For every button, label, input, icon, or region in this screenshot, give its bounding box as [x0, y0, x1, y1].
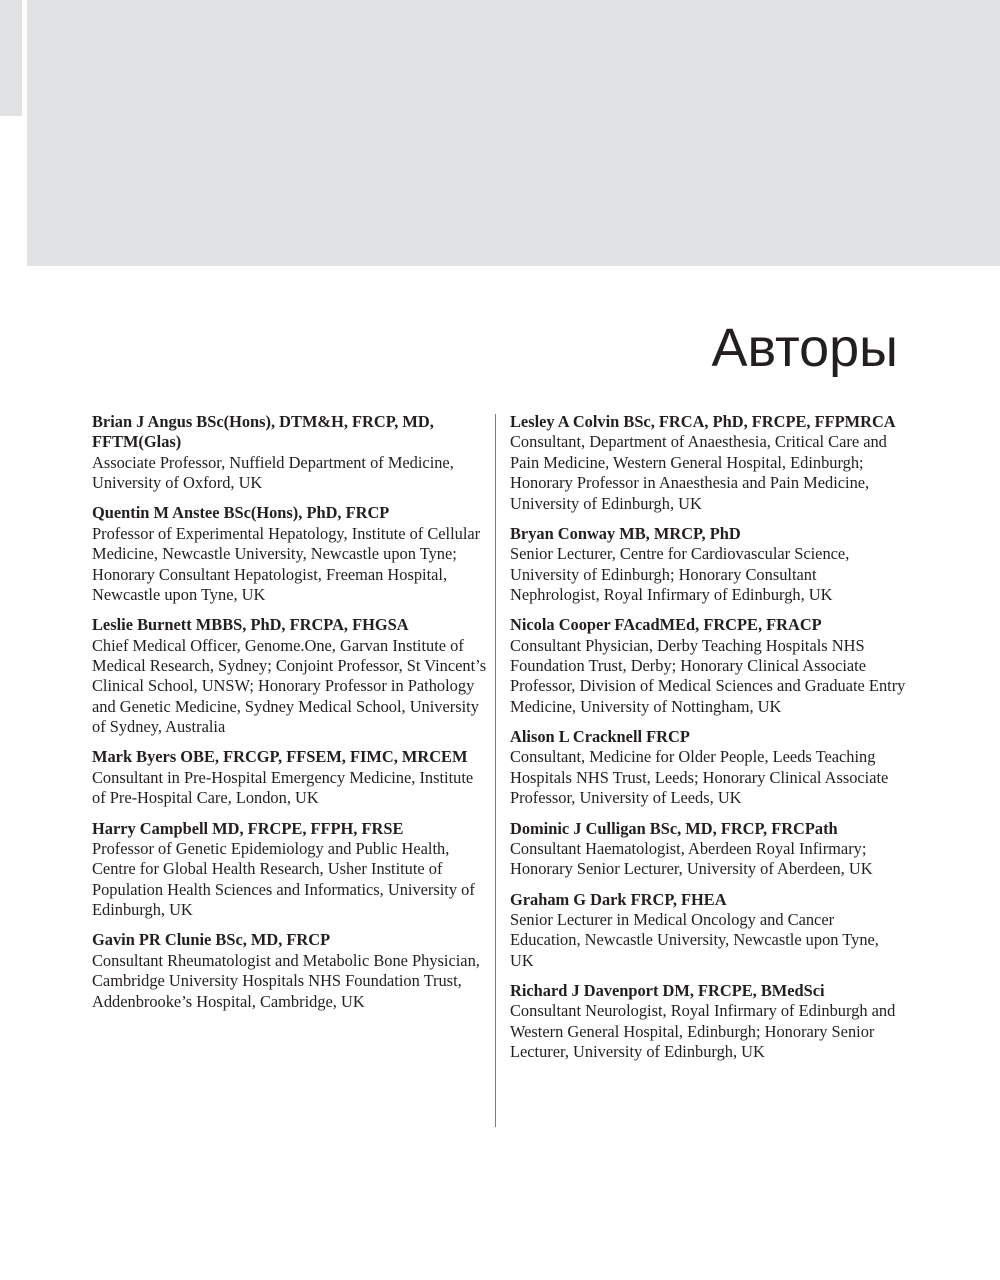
author-affiliation: Consultant, Department of Anaesthesia, Critical Care and Pain Medicine, Western General Hospital, Edinburgh; Honorary Professor in Anaesthesia and Pain Medicine, University of Edinburgh, UK: [510, 432, 887, 513]
author-affiliation: Consultant Physician, Derby Teaching Hospitals NHS Foundation Trust, Derby; Honorary Clinical Associate Professor, Division of Medical Sciences and Graduate Entry Medicine, University of Nottingham, UK: [510, 635, 906, 716]
author-affiliation: Senior Lecturer, Centre for Cardiovascular Science, University of Edinburgh; Honorary Consultant Nephrologist, Royal Infirmary of Edinburgh, UK: [510, 544, 850, 605]
author-entry: [92, 503, 488, 605]
author-affiliation: Consultant, Medicine for Older People, Leeds Teaching Hospitals NHS Trust, Leeds; Honorary Clinical Associate Professor, University of Leeds, UK: [510, 747, 889, 808]
author-affiliation: Consultant Neurologist, Royal Infirmary of Edinburgh and Western General Hospital, Edinburgh; Honorary Senior Lecturer, University of Edinburgh, UK: [510, 1001, 896, 1062]
author-name: Richard J Davenport DM, FRCPE, BMedSci: [510, 980, 825, 1000]
page-edge-tab: [0, 0, 22, 116]
page-title: Авторы: [711, 318, 898, 378]
author-affiliation: Consultant Haematologist, Aberdeen Royal Infirmary; Honorary Senior Lecturer, University of Aberdeen, UK: [510, 838, 873, 879]
author-entry: [92, 615, 488, 737]
author-affiliation: Senior Lecturer in Medical Oncology and Cancer Education, Newcastle University, Newcastle upon Tyne, UK: [510, 909, 879, 970]
author-entry: [510, 819, 906, 880]
author-name: Gavin PR Clunie BSc, MD, FRCP: [92, 930, 331, 950]
authors-column-right: [510, 412, 906, 1072]
author-affiliation: Professor of Experimental Hepatology, Institute of Cellular Medicine, Newcastle University, Newcastle upon Tyne; Honorary Consultant Hepatologist, Freeman Hospital, Newcastle upon Tyne, UK: [92, 523, 481, 605]
author-affiliation: Chief Medical Officer, Genome.One, Garvan Institute of Medical Research, Sydney; Conjoint Professor, St Vincent’s Clinical School, UNSW; Honorary Professor in Pathology and Genetic Medicine, Sydney Medical School, University of Sydney, Australia: [92, 635, 487, 737]
author-affiliation: Consultant in Pre-Hospital Emergency Medicine, Institute of Pre-Hospital Care, London, UK: [92, 767, 474, 808]
author-entry: [92, 412, 488, 494]
author-entry: [92, 747, 488, 808]
author-name: Brian J Angus BSc(Hons), DTM&H, FRCP, MD, FFTM(Glas): [92, 412, 434, 452]
author-name: Bryan Conway MB, MRCP, PhD: [510, 523, 741, 543]
author-affiliation: Consultant Rheumatologist and Metabolic Bone Physician, Cambridge University Hospitals NHS Foundation Trust, Addenbrooke’s Hospital, Cambridge, UK: [92, 950, 480, 1011]
author-entry: [510, 615, 906, 717]
author-name: Graham G Dark FRCP, FHEA: [510, 889, 727, 909]
author-entry: [510, 727, 906, 809]
author-name: Lesley A Colvin BSc, FRCA, PhD, FRCPE, FFPMRCA: [510, 412, 896, 431]
author-affiliation: Professor of Genetic Epidemiology and Public Health, Centre for Global Health Research, Usher Institute of Population Health Sciences and Informatics, University of Edinburgh, UK: [92, 838, 475, 920]
author-entry: [510, 981, 906, 1063]
author-entry: [510, 412, 906, 514]
author-entry: [92, 930, 488, 1012]
author-entry: [510, 524, 906, 606]
author-affiliation: Associate Professor, Nuffield Department of Medicine, University of Oxford, UK: [92, 452, 454, 493]
author-name: Nicola Cooper FAcadMEd, FRCPE, FRACP: [510, 615, 822, 635]
author-name: Dominic J Culligan BSc, MD, FRCP, FRCPath: [510, 818, 838, 838]
header-band: [27, 0, 1000, 266]
authors-column-left: [92, 412, 488, 1022]
author-entry: [92, 819, 488, 921]
column-divider: [495, 414, 496, 1127]
author-name: Harry Campbell MD, FRCPE, FFPH, FRSE: [92, 818, 404, 838]
author-entry: [510, 890, 906, 972]
author-name: Quentin M Anstee BSc(Hons), PhD, FRCP: [92, 503, 390, 523]
author-name: Alison L Cracknell FRCP: [510, 727, 690, 747]
author-name: Mark Byers OBE, FRCGP, FFSEM, FIMC, MRCEM: [92, 747, 468, 767]
author-name: Leslie Burnett MBBS, PhD, FRCPA, FHGSA: [92, 615, 409, 635]
